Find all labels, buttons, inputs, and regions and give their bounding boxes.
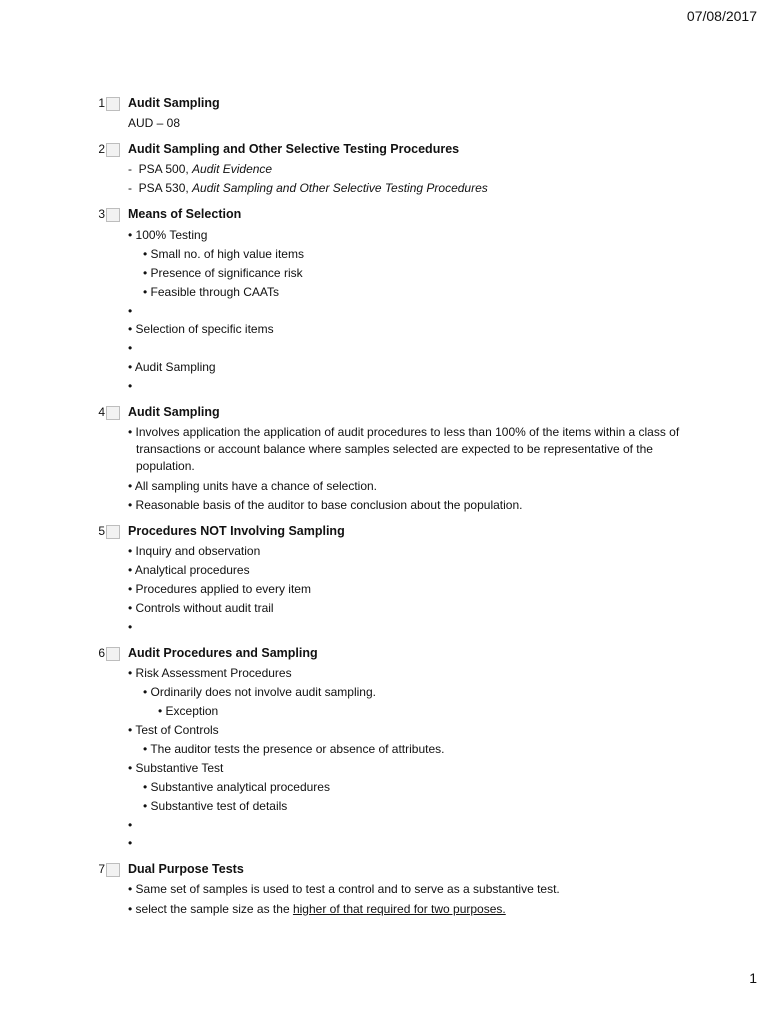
slide-number: 1 xyxy=(98,96,105,110)
slide-header xyxy=(96,207,696,225)
bullet-item: • Substantive test of details xyxy=(143,799,288,813)
bullet-item: • Analytical procedures xyxy=(128,563,250,577)
bullet-item: • Selection of specific items xyxy=(128,322,274,336)
slide-thumbnail-checkbox[interactable] xyxy=(106,525,120,539)
slide-header xyxy=(96,96,696,114)
bullet-item: • Test of Controls xyxy=(128,723,219,737)
reference-prefix: - PSA 530, xyxy=(128,181,193,195)
reference-item xyxy=(128,180,488,197)
slide-thumbnail-checkbox[interactable] xyxy=(106,647,120,661)
slide-number: 3 xyxy=(98,207,105,221)
reference-prefix: - PSA 500, xyxy=(128,162,193,176)
bullet-item: • xyxy=(128,341,133,355)
bullet-item: • Risk Assessment Procedures xyxy=(128,666,292,680)
slide-header xyxy=(96,646,696,664)
bullet-item: • Involves application the application of audit procedures to less than 100% of the items within a class of transactions or account balance where samples selected are expected to be representative of the population. xyxy=(128,425,680,473)
bullet-text: • select the sample size as the xyxy=(128,902,293,916)
slide-title: Audit Sampling xyxy=(128,96,220,110)
slide-thumbnail-checkbox[interactable] xyxy=(106,208,120,222)
slide-number: 4 xyxy=(98,405,105,419)
bullet-item: • xyxy=(128,379,133,393)
slide-title: Means of Selection xyxy=(128,207,242,221)
slide-1 xyxy=(96,96,696,130)
bullet-paragraph xyxy=(128,424,688,475)
bullet-item: • Small no. of high value items xyxy=(143,247,304,261)
document-date: 07/08/2017 xyxy=(686,8,757,24)
underlined-text: higher of that required for two purposes. xyxy=(292,902,506,916)
slide-number: 7 xyxy=(98,862,105,876)
slide-header xyxy=(96,862,696,880)
bullet-item: • Ordinarily does not involve audit sampling. xyxy=(143,685,376,699)
reference-item xyxy=(128,161,272,178)
slide-number: 2 xyxy=(98,142,105,156)
bullet-item: • Feasible through CAATs xyxy=(143,285,280,299)
slide-header xyxy=(96,524,696,542)
slide-title: Audit Sampling xyxy=(128,405,220,419)
bullet-item: • Procedures applied to every item xyxy=(128,582,311,596)
bullet-item: • Inquiry and observation xyxy=(128,544,261,558)
bullet-item: • Presence of significance risk xyxy=(143,266,303,280)
bullet-item: • 100% Testing xyxy=(128,228,208,242)
bullet-item: • Controls without audit trail xyxy=(128,601,274,615)
slide-title: Audit Procedures and Sampling xyxy=(128,646,318,660)
bullet-item: • Substantive Test xyxy=(128,761,224,775)
bullet-item: • xyxy=(128,818,133,832)
bullet-item: • Reasonable basis of the auditor to base conclusion about the population. xyxy=(128,498,523,512)
page-number: 1 xyxy=(749,970,757,986)
slide-title: Dual Purpose Tests xyxy=(128,862,244,876)
slide-thumbnail-checkbox[interactable] xyxy=(106,97,120,111)
slide-thumbnail-checkbox[interactable] xyxy=(106,143,120,157)
bullet-item: • Same set of samples is used to test a control and to serve as a substantive test. xyxy=(128,882,560,896)
reference-title: Audit Evidence xyxy=(192,162,273,176)
slide-thumbnail-checkbox[interactable] xyxy=(106,863,120,877)
slide-number: 5 xyxy=(98,524,105,538)
slide-2 xyxy=(96,142,696,195)
bullet-item: • xyxy=(128,836,133,850)
slide-title: Procedures NOT Involving Sampling xyxy=(128,524,345,538)
slide-4 xyxy=(96,405,696,512)
slide-5 xyxy=(96,524,696,634)
bullet-item: • xyxy=(128,304,133,318)
slide-thumbnail-checkbox[interactable] xyxy=(106,406,120,420)
bullet-item: • xyxy=(128,620,133,634)
slide-7 xyxy=(96,862,696,916)
slide-header xyxy=(96,142,696,160)
slide-number: 6 xyxy=(98,646,105,660)
slide-3 xyxy=(96,207,696,393)
bullet-item xyxy=(128,901,506,918)
bullet-item: • Audit Sampling xyxy=(128,360,216,374)
slide-header xyxy=(96,405,696,423)
bullet-item: • The auditor tests the presence or absence of attributes. xyxy=(143,742,445,756)
bullet-item: • Substantive analytical procedures xyxy=(143,780,330,794)
bullet-item: • All sampling units have a chance of selection. xyxy=(128,479,378,493)
reference-title: Audit Sampling and Other Selective Testing Procedures xyxy=(192,181,488,195)
slide-title: Audit Sampling and Other Selective Testing Procedures xyxy=(128,142,460,156)
slide-6 xyxy=(96,646,696,850)
slide-subtitle: AUD – 08 xyxy=(128,116,181,130)
bullet-item: • Exception xyxy=(158,704,219,718)
